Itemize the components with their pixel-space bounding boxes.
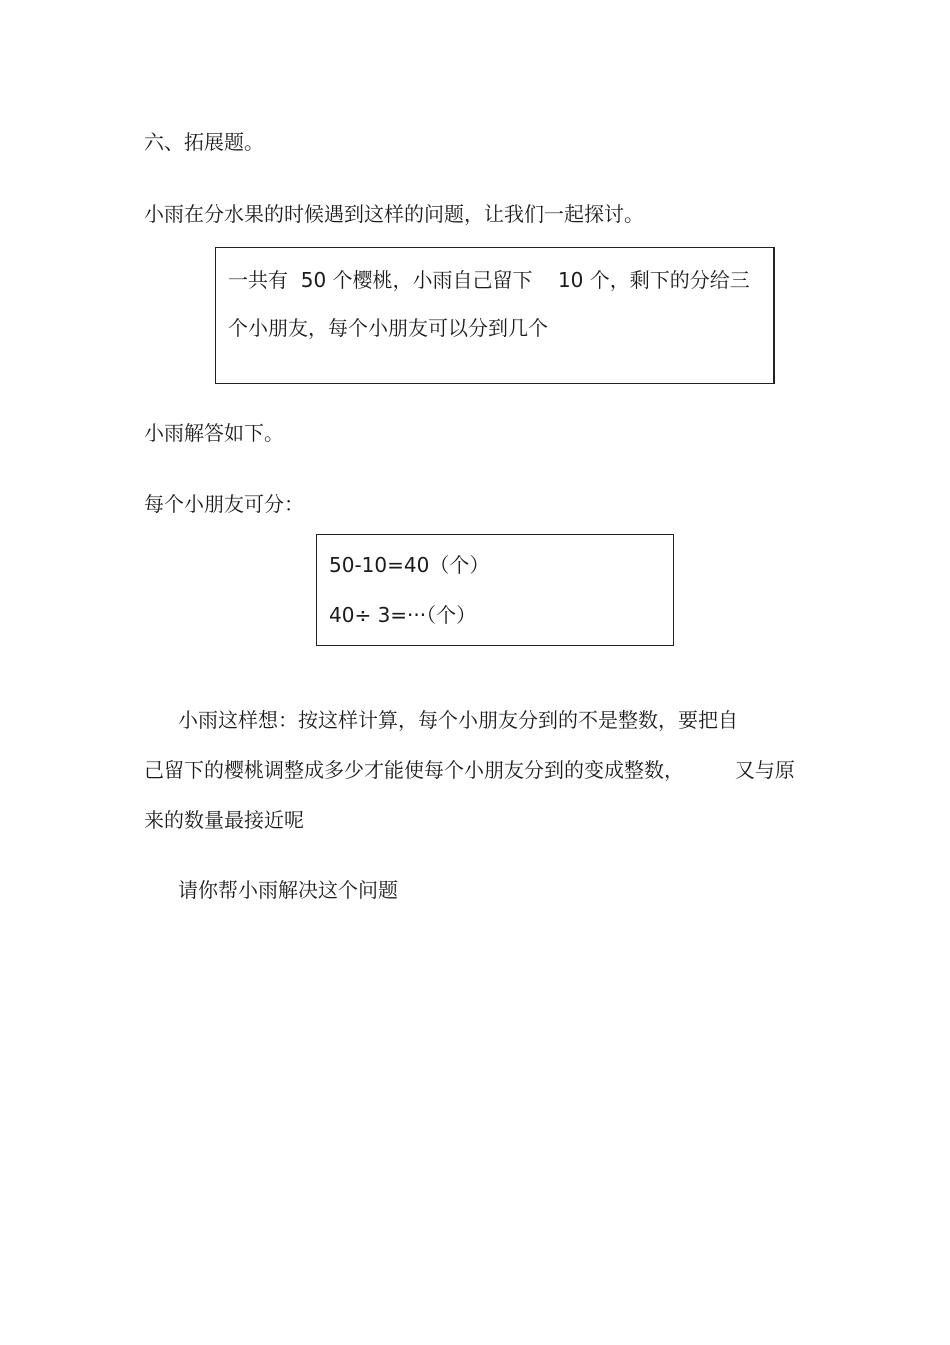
problem-box — [215, 247, 775, 384]
thought-line-2: 己留下的樱桃调整成多少才能使每个小朋友分到的变成整数， 又与原 — [144, 758, 795, 782]
problem-line-2: 个小朋友，每个小朋友可以分到几个 — [228, 316, 548, 340]
calculation-step-2: 40÷ 3=···（个） — [329, 603, 477, 627]
thought-line-1: 小雨这样想：按这样计算，每个小朋友分到的不是整数，要把自 — [178, 708, 738, 732]
answer-intro: 小雨解答如下。 — [144, 421, 284, 445]
problem-line-1: 一共有 50 个樱桃，小雨自己留下 10 个，剩下的分给三 — [228, 268, 750, 292]
per-child-label: 每个小朋友可分： — [144, 492, 304, 516]
request-text: 请你帮小雨解决这个问题 — [178, 878, 398, 902]
section-title: 六、拓展题。 — [144, 130, 264, 154]
thought-line-3: 来的数量最接近呢 — [144, 808, 304, 832]
calculation-step-1: 50-10=40（个） — [329, 553, 490, 577]
intro-text: 小雨在分水果的时候遇到这样的问题，让我们一起探讨。 — [144, 202, 644, 226]
calculation-box — [316, 534, 674, 646]
